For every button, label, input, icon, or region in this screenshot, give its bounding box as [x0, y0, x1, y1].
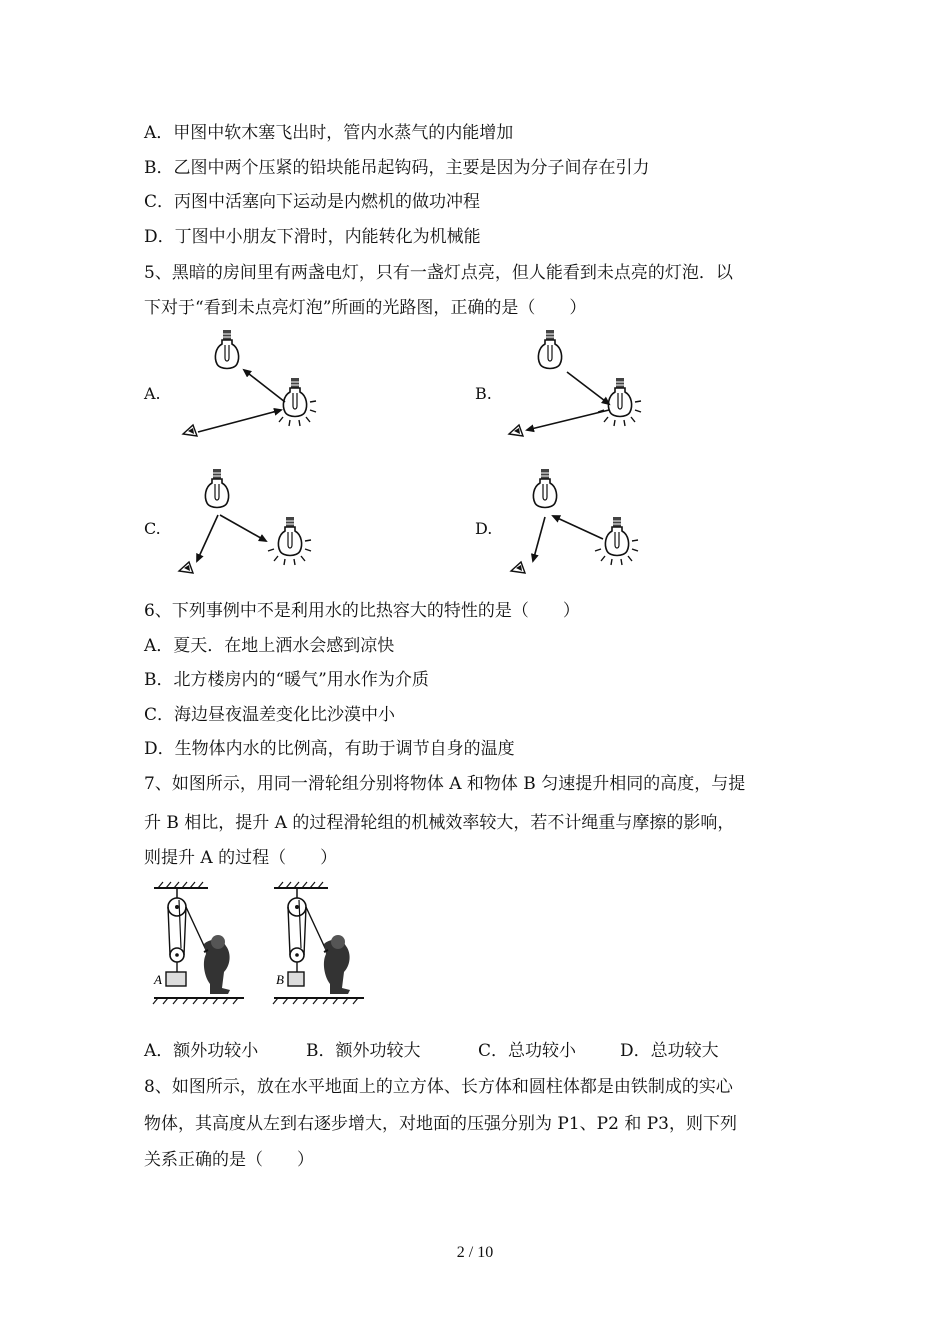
q5-stem-line2: 下对于“看到未点亮灯泡”所画的光路图，正确的是（ ） — [144, 298, 587, 318]
q7-option-b: B．额外功较大 — [306, 1041, 421, 1061]
q5-diagram-c — [165, 465, 345, 580]
q7-options — [144, 1039, 719, 1063]
q7-pulley-figure-a — [148, 880, 248, 1010]
q7-figure-label-b: B — [276, 972, 284, 987]
q8-stem-line1: 8、如图所示，放在水平地面上的立方体、长方体和圆柱体都是由铁制成的实心 — [144, 1077, 733, 1097]
q7-pulley-figure-b — [268, 880, 368, 1010]
q5-label-a: A. — [144, 384, 161, 403]
q7-figure-label-a: A — [154, 972, 162, 987]
q6-option-a: A．夏天．在地上洒水会感到凉快 — [144, 636, 395, 656]
q5-label-b: B. — [475, 384, 492, 403]
q5-stem-line1: 5、黑暗的房间里有两盏电灯，只有一盏灯点亮，但人能看到未点亮的灯泡．以 — [144, 263, 733, 283]
q7-option-d: D．总功较大 — [620, 1041, 719, 1061]
q6-option-d: D．生物体内水的比例高，有助于调节自身的温度 — [144, 739, 515, 759]
q4-option-c: C．丙图中活塞向下运动是内燃机的做功冲程 — [144, 192, 481, 212]
q5-diagram-d — [495, 465, 675, 580]
q7-stem-line1: 7、如图所示，用同一滑轮组分别将物体 A 和物体 B 匀速提升相同的高度，与提 — [144, 774, 746, 794]
q5-diagram-a — [165, 330, 345, 440]
q5-label-d: D. — [475, 519, 493, 538]
q4-option-a: A．甲图中软木塞飞出时，管内水蒸气的内能增加 — [144, 123, 514, 143]
q4-option-b: B．乙图中两个压紧的铅块能吊起钩码，主要是因为分子间存在引力 — [144, 158, 650, 178]
q6-option-c: C．海边昼夜温差变化比沙漠中小 — [144, 705, 396, 725]
q7-stem-line3: 则提升 A 的过程（ ） — [144, 848, 338, 868]
q8-stem-line3: 关系正确的是（ ） — [144, 1150, 314, 1170]
q5-label-c: C. — [144, 519, 161, 538]
q5-diagram-b — [495, 330, 675, 440]
q4-option-d: D．丁图中小朋友下滑时，内能转化为机械能 — [144, 227, 481, 247]
q7-stem-line2: 升 B 相比，提升 A 的过程滑轮组的机械效率较大，若不计绳重与摩擦的影响， — [144, 813, 735, 833]
page-number: 2 / 10 — [456, 1244, 494, 1261]
q6-stem: 6、下列事例中不是利用水的比热容大的特性的是（ ） — [144, 601, 580, 621]
q8-stem-line2: 物体，其高度从左到右逐步增大，对地面的压强分别为 P1、P2 和 P3，则下列 — [144, 1114, 737, 1134]
q7-option-a: A．额外功较小 — [144, 1041, 259, 1061]
q7-option-c: C．总功较小 — [478, 1041, 577, 1061]
q6-option-b: B．北方楼房内的“暖气”用水作为介质 — [144, 670, 429, 690]
